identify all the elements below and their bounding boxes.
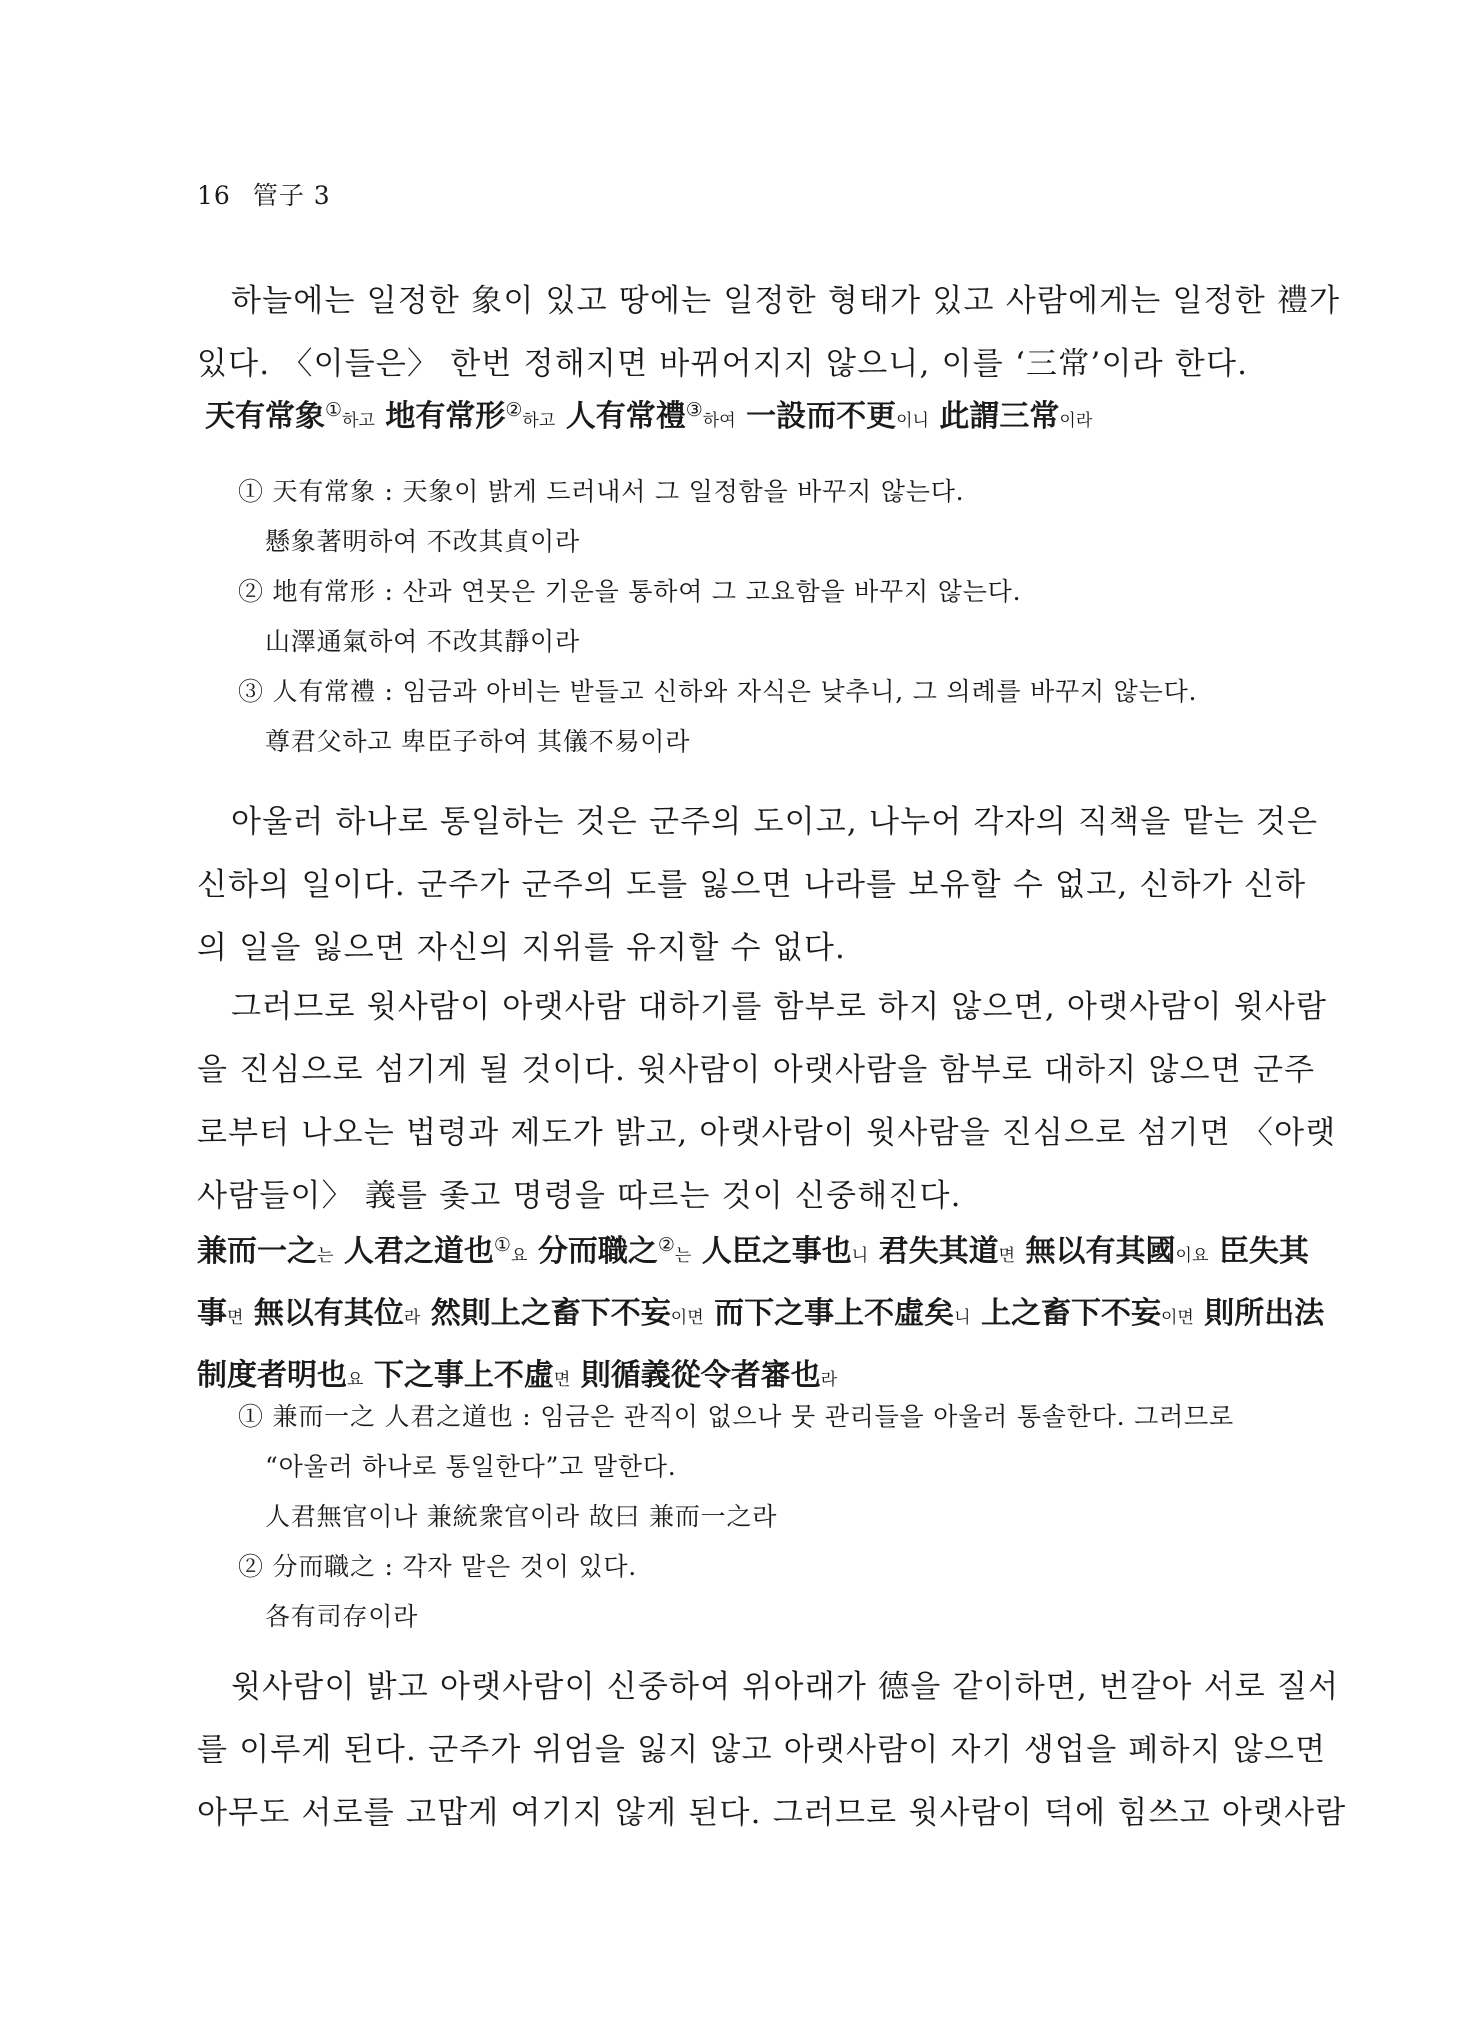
hanja-phrase: 人有常禮 — [565, 399, 686, 434]
particle: 이면 — [670, 1308, 704, 1328]
note-sub: 人君無官이나 兼統衆官이라 故曰 兼而一之라 — [265, 1502, 778, 1531]
text-line: 신하의 일이다. 군주가 군주의 도를 잃으면 나라를 보유할 수 없고, 신하가 신하 — [197, 867, 1307, 903]
hanja-phrase: 制度者明也 — [197, 1358, 347, 1393]
text-line: 의 일을 잃으면 자신의 지위를 유지할 수 없다. — [197, 930, 847, 966]
particle: 니 — [954, 1308, 971, 1328]
particle: 이니 — [896, 411, 929, 431]
text-line: 아무도 서로를 고맙게 여기지 않게 된다. 그러므로 윗사람이 덕에 힘쓰고 아랫사람 — [197, 1795, 1347, 1831]
note-sub: 各有司存이라 — [265, 1602, 419, 1631]
annotation-block-1 — [238, 467, 1197, 767]
hanja-phrase: 地有常形 — [385, 399, 506, 434]
note-marker: ② — [505, 399, 523, 421]
particle: 는 — [674, 1246, 692, 1266]
note-main: ① 兼而一之 人君之道也 : 임금은 관직이 없으나 뭇 관리들을 아울러 통솔한다. 그러므로 — [238, 1402, 1234, 1431]
hanja-phrase: 兼而一之 — [197, 1234, 317, 1269]
note-main: ③ 人有常禮 : 임금과 아비는 받들고 신하와 자식은 낮추니, 그 의례를 바꾸지 않는다. — [238, 677, 1198, 706]
note-sub: “아울러 하나로 통일한다”고 말한다. — [265, 1452, 677, 1481]
translation-paragraph-1 — [197, 270, 1341, 396]
text-line: 윗사람이 밝고 아랫사람이 신중하여 위아래가 德을 같이하면, 번갈아 서로 질서 — [231, 1669, 1340, 1705]
note-main: ① 天有常象 : 天象이 밝게 드러내서 그 일정함을 바꾸지 않는다. — [238, 477, 965, 506]
note-marker: ③ — [685, 399, 703, 421]
note-marker: ② — [657, 1234, 675, 1256]
particle: 면 — [998, 1246, 1016, 1266]
hanja-phrase: 則所出法 — [1204, 1296, 1325, 1331]
translation-paragraph-2 — [197, 791, 1319, 980]
original-line — [197, 1221, 1309, 1283]
note-marker: ① — [325, 399, 343, 421]
hanja-phrase: 一設而不更 — [746, 399, 897, 434]
particle: 면 — [227, 1308, 244, 1328]
particle: 면 — [553, 1370, 571, 1390]
particle: 이요 — [1175, 1246, 1209, 1266]
hanja-phrase: 君失其道 — [878, 1234, 999, 1269]
text-line: 사람들이〉 義를 좇고 명령을 따르는 것이 신중해진다. — [197, 1178, 962, 1214]
hanja-phrase: 此謂三常 — [939, 399, 1060, 434]
hanja-phrase: 天有常象 — [205, 399, 325, 434]
translation-paragraph-4 — [197, 1656, 1347, 1845]
hanja-phrase: 而下之事上不虛矣 — [714, 1296, 955, 1331]
original-text-2 — [197, 1221, 1325, 1407]
hanja-phrase: 分而職之 — [537, 1234, 658, 1269]
particle: 이라 — [1059, 411, 1093, 431]
text-line: 로부터 나오는 법령과 제도가 밝고, 아랫사람이 윗사람을 진심으로 섬기면 〈아랫 — [197, 1115, 1337, 1151]
text-line: 있다. 〈이들은〉 한번 정해지면 바뀌어지지 않으니, 이를 ‘三常’이라 한다. — [197, 346, 1249, 382]
note-sub: 懸象著明하여 不改其貞이라 — [265, 527, 580, 556]
note-sub: 尊君父하고 卑臣子하여 其儀不易이라 — [265, 727, 691, 756]
text-line: 을 진심으로 섬기게 될 것이다. 윗사람이 아랫사람을 함부로 대하지 않으면 군주 — [197, 1052, 1316, 1088]
text-line: 하늘에는 일정한 象이 있고 땅에는 일정한 형태가 있고 사람에게는 일정한 禮가 — [231, 283, 1341, 319]
text-line: 를 이루게 된다. 군주가 위엄을 잃지 않고 아랫사람이 자기 생업을 폐하지 않으면 — [197, 1732, 1327, 1768]
note-marker: ① — [493, 1234, 511, 1256]
annotation-block-2 — [238, 1392, 1234, 1642]
page-number: 16 — [197, 181, 231, 210]
particle: 는 — [317, 1246, 334, 1266]
hanja-phrase: 人臣之事也 — [701, 1234, 852, 1269]
hanja-phrase: 上之畜下不妄 — [980, 1296, 1161, 1331]
hanja-phrase: 無以有其國 — [1025, 1234, 1176, 1269]
hanja-phrase: 事 — [197, 1296, 227, 1331]
particle: 하여 — [702, 411, 736, 431]
particle: 하고 — [342, 411, 375, 431]
particle: 이면 — [1160, 1308, 1194, 1328]
book-title: 管子 3 — [252, 181, 331, 210]
note-main: ② 分而職之 : 각자 맡은 것이 있다. — [238, 1552, 638, 1581]
hanja-phrase: 人君之道也 — [343, 1234, 494, 1269]
note-sub: 山澤通氣하여 不改其靜이라 — [265, 627, 580, 656]
original-text-1 — [205, 386, 1297, 448]
hanja-phrase: 則循義從令者審也 — [580, 1358, 821, 1393]
particle: 요 — [510, 1246, 528, 1266]
original-line — [205, 386, 1297, 448]
hanja-phrase: 臣失其 — [1218, 1234, 1309, 1269]
hanja-phrase: 無以有其位 — [253, 1296, 404, 1331]
text-line: 그러므로 윗사람이 아랫사람 대하기를 함부로 하지 않으면, 아랫사람이 윗사람 — [231, 989, 1328, 1025]
particle: 라 — [403, 1308, 421, 1328]
particle: 니 — [851, 1246, 869, 1266]
text-line: 아울러 하나로 통일하는 것은 군주의 도이고, 나누어 각자의 직책을 맡는 것은 — [231, 804, 1319, 840]
particle: 하고 — [522, 411, 556, 431]
particle: 라 — [820, 1370, 838, 1390]
original-line — [197, 1283, 1325, 1345]
translation-paragraph-3 — [197, 976, 1337, 1228]
note-main: ② 地有常形 : 산과 연못은 기운을 통하여 그 고요함을 바꾸지 않는다. — [238, 577, 1022, 606]
hanja-phrase: 下之事上不虛 — [373, 1358, 554, 1393]
particle: 요 — [347, 1370, 364, 1390]
running-head — [197, 176, 331, 212]
hanja-phrase: 然則上之畜下不妄 — [430, 1296, 671, 1331]
